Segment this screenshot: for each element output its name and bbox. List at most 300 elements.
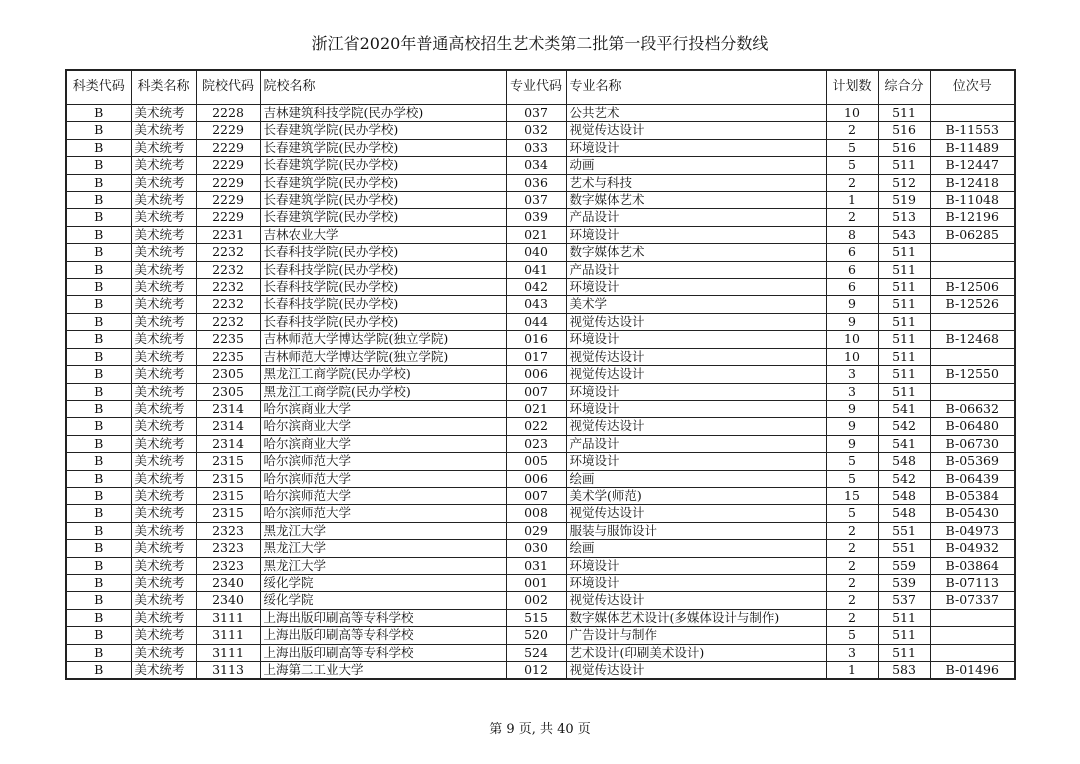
cell-major-code: 007 xyxy=(506,383,566,400)
cell-major-name: 艺术设计(印刷美术设计) xyxy=(566,644,826,661)
table-row xyxy=(66,313,1015,330)
cell-rank: B-01496 xyxy=(930,662,1015,680)
cell-rank: B-11489 xyxy=(930,139,1015,156)
cell-category-code: B xyxy=(66,400,131,417)
cell-major-code: 044 xyxy=(506,313,566,330)
cell-major-name: 产品设计 xyxy=(566,261,826,278)
cell-category-code: B xyxy=(66,244,131,261)
cell-school-name: 上海出版印刷高等专科学校 xyxy=(260,627,506,644)
cell-major-name: 动画 xyxy=(566,157,826,174)
cell-score: 512 xyxy=(878,174,930,191)
cell-major-name: 环境设计 xyxy=(566,400,826,417)
cell-category-name: 美术统考 xyxy=(131,574,196,591)
cell-plan-count: 2 xyxy=(826,209,878,226)
cell-plan-count: 3 xyxy=(826,366,878,383)
cell-major-code: 515 xyxy=(506,609,566,626)
cell-school-code: 2315 xyxy=(196,453,260,470)
cell-category-name: 美术统考 xyxy=(131,609,196,626)
cell-school-code: 2231 xyxy=(196,226,260,243)
cell-major-name: 视觉传达设计 xyxy=(566,592,826,609)
cell-score: 511 xyxy=(878,244,930,261)
cell-category-code: B xyxy=(66,348,131,365)
cell-category-name: 美术统考 xyxy=(131,244,196,261)
cell-school-name: 绥化学院 xyxy=(260,592,506,609)
cell-school-name: 哈尔滨商业大学 xyxy=(260,418,506,435)
cell-school-name: 绥化学院 xyxy=(260,574,506,591)
cell-score: 519 xyxy=(878,192,930,209)
table-row xyxy=(66,279,1015,296)
cell-major-name: 艺术与科技 xyxy=(566,174,826,191)
cell-school-name: 黑龙江大学 xyxy=(260,557,506,574)
cell-major-code: 034 xyxy=(506,157,566,174)
cell-plan-count: 8 xyxy=(826,226,878,243)
header-category-name: 科类名称 xyxy=(131,70,196,105)
cell-category-name: 美术统考 xyxy=(131,505,196,522)
cell-rank: B-04973 xyxy=(930,522,1015,539)
table-row xyxy=(66,540,1015,557)
cell-plan-count: 2 xyxy=(826,557,878,574)
table-row xyxy=(66,418,1015,435)
cell-category-name: 美术统考 xyxy=(131,383,196,400)
cell-rank: B-05430 xyxy=(930,505,1015,522)
table-row xyxy=(66,174,1015,191)
cell-category-code: B xyxy=(66,313,131,330)
cell-major-name: 视觉传达设计 xyxy=(566,348,826,365)
cell-score: 511 xyxy=(878,279,930,296)
cell-school-code: 2323 xyxy=(196,522,260,539)
cell-rank: B-03864 xyxy=(930,557,1015,574)
cell-rank xyxy=(930,644,1015,661)
cell-rank: B-12550 xyxy=(930,366,1015,383)
cell-score: 511 xyxy=(878,609,930,626)
cell-rank: B-12526 xyxy=(930,296,1015,313)
cell-school-code: 2229 xyxy=(196,139,260,156)
cell-major-name: 视觉传达设计 xyxy=(566,505,826,522)
cell-rank: B-12418 xyxy=(930,174,1015,191)
cell-major-code: 002 xyxy=(506,592,566,609)
cell-rank: B-12447 xyxy=(930,157,1015,174)
cell-school-name: 吉林师范大学博达学院(独立学院) xyxy=(260,331,506,348)
header-major-code: 专业代码 xyxy=(506,70,566,105)
cell-school-name: 黑龙江工商学院(民办学校) xyxy=(260,366,506,383)
table-row xyxy=(66,122,1015,139)
cell-school-code: 2235 xyxy=(196,348,260,365)
cell-school-name: 上海第二工业大学 xyxy=(260,662,506,680)
cell-category-code: B xyxy=(66,366,131,383)
cell-school-name: 长春建筑学院(民办学校) xyxy=(260,209,506,226)
cell-score: 541 xyxy=(878,435,930,452)
cell-score: 548 xyxy=(878,453,930,470)
cell-major-code: 005 xyxy=(506,453,566,470)
cell-category-name: 美术统考 xyxy=(131,435,196,452)
cell-major-code: 021 xyxy=(506,400,566,417)
cell-category-code: B xyxy=(66,435,131,452)
cell-school-code: 3113 xyxy=(196,662,260,680)
cell-major-code: 007 xyxy=(506,487,566,504)
cell-score: 516 xyxy=(878,122,930,139)
cell-plan-count: 3 xyxy=(826,383,878,400)
cell-school-code: 2315 xyxy=(196,487,260,504)
cell-score: 511 xyxy=(878,348,930,365)
cell-plan-count: 5 xyxy=(826,157,878,174)
cell-category-code: B xyxy=(66,662,131,680)
cell-school-code: 2305 xyxy=(196,383,260,400)
cell-school-name: 哈尔滨商业大学 xyxy=(260,400,506,417)
cell-major-name: 环境设计 xyxy=(566,453,826,470)
cell-category-code: B xyxy=(66,209,131,226)
header-rank: 位次号 xyxy=(930,70,1015,105)
table-row xyxy=(66,592,1015,609)
cell-major-code: 036 xyxy=(506,174,566,191)
cell-category-code: B xyxy=(66,470,131,487)
header-category-code: 科类代码 xyxy=(66,70,131,105)
cell-score: 511 xyxy=(878,157,930,174)
cell-major-name: 视觉传达设计 xyxy=(566,313,826,330)
cell-category-name: 美术统考 xyxy=(131,522,196,539)
cell-score: 559 xyxy=(878,557,930,574)
cell-major-code: 030 xyxy=(506,540,566,557)
header-school-name: 院校名称 xyxy=(260,70,506,105)
cell-plan-count: 9 xyxy=(826,435,878,452)
cell-school-code: 2229 xyxy=(196,192,260,209)
cell-major-code: 041 xyxy=(506,261,566,278)
cell-school-name: 吉林农业大学 xyxy=(260,226,506,243)
cell-category-code: B xyxy=(66,592,131,609)
cell-score: 548 xyxy=(878,487,930,504)
cell-score: 542 xyxy=(878,470,930,487)
cell-category-code: B xyxy=(66,609,131,626)
cell-score: 541 xyxy=(878,400,930,417)
cell-plan-count: 2 xyxy=(826,592,878,609)
cell-major-name: 公共艺术 xyxy=(566,105,826,122)
cell-major-code: 016 xyxy=(506,331,566,348)
cell-major-name: 视觉传达设计 xyxy=(566,418,826,435)
table-row xyxy=(66,366,1015,383)
cell-plan-count: 2 xyxy=(826,574,878,591)
cell-category-name: 美术统考 xyxy=(131,366,196,383)
cell-major-name: 产品设计 xyxy=(566,435,826,452)
cell-school-code: 2314 xyxy=(196,435,260,452)
cell-major-code: 039 xyxy=(506,209,566,226)
cell-plan-count: 2 xyxy=(826,174,878,191)
cell-school-code: 2314 xyxy=(196,418,260,435)
cell-major-code: 037 xyxy=(506,192,566,209)
cell-major-code: 022 xyxy=(506,418,566,435)
cell-category-code: B xyxy=(66,487,131,504)
cell-category-name: 美术统考 xyxy=(131,105,196,122)
cell-category-name: 美术统考 xyxy=(131,296,196,313)
cell-rank: B-05369 xyxy=(930,453,1015,470)
cell-category-code: B xyxy=(66,139,131,156)
cell-school-name: 长春科技学院(民办学校) xyxy=(260,296,506,313)
cell-school-name: 长春建筑学院(民办学校) xyxy=(260,122,506,139)
header-score: 综合分 xyxy=(878,70,930,105)
cell-plan-count: 5 xyxy=(826,453,878,470)
cell-school-code: 2232 xyxy=(196,261,260,278)
admission-score-table xyxy=(65,69,1016,680)
table-row xyxy=(66,644,1015,661)
table-row xyxy=(66,383,1015,400)
table-row xyxy=(66,400,1015,417)
cell-major-code: 012 xyxy=(506,662,566,680)
cell-category-name: 美术统考 xyxy=(131,226,196,243)
cell-rank: B-12468 xyxy=(930,331,1015,348)
cell-rank: B-12506 xyxy=(930,279,1015,296)
cell-category-code: B xyxy=(66,453,131,470)
cell-rank: B-07337 xyxy=(930,592,1015,609)
cell-plan-count: 6 xyxy=(826,279,878,296)
cell-plan-count: 5 xyxy=(826,505,878,522)
cell-category-name: 美术统考 xyxy=(131,418,196,435)
cell-category-name: 美术统考 xyxy=(131,557,196,574)
cell-school-name: 长春科技学院(民办学校) xyxy=(260,313,506,330)
cell-plan-count: 10 xyxy=(826,105,878,122)
cell-rank: B-04932 xyxy=(930,540,1015,557)
cell-category-code: B xyxy=(66,105,131,122)
cell-school-name: 哈尔滨师范大学 xyxy=(260,453,506,470)
cell-plan-count: 2 xyxy=(826,609,878,626)
cell-school-code: 2305 xyxy=(196,366,260,383)
cell-rank xyxy=(930,348,1015,365)
cell-school-code: 2315 xyxy=(196,505,260,522)
cell-school-name: 黑龙江工商学院(民办学校) xyxy=(260,383,506,400)
cell-category-code: B xyxy=(66,383,131,400)
cell-major-name: 广告设计与制作 xyxy=(566,627,826,644)
cell-plan-count: 2 xyxy=(826,540,878,557)
cell-major-code: 520 xyxy=(506,627,566,644)
cell-school-code: 2235 xyxy=(196,331,260,348)
cell-rank: B-06632 xyxy=(930,400,1015,417)
cell-score: 583 xyxy=(878,662,930,680)
cell-school-name: 哈尔滨师范大学 xyxy=(260,505,506,522)
cell-category-code: B xyxy=(66,261,131,278)
cell-rank: B-12196 xyxy=(930,209,1015,226)
cell-score: 543 xyxy=(878,226,930,243)
cell-score: 516 xyxy=(878,139,930,156)
table-body xyxy=(66,105,1015,680)
cell-plan-count: 9 xyxy=(826,400,878,417)
cell-rank: B-06730 xyxy=(930,435,1015,452)
cell-major-code: 524 xyxy=(506,644,566,661)
cell-major-code: 006 xyxy=(506,470,566,487)
cell-score: 511 xyxy=(878,627,930,644)
cell-school-code: 2340 xyxy=(196,574,260,591)
cell-category-code: B xyxy=(66,192,131,209)
cell-major-name: 产品设计 xyxy=(566,209,826,226)
cell-category-code: B xyxy=(66,226,131,243)
table-row xyxy=(66,209,1015,226)
cell-school-code: 3111 xyxy=(196,609,260,626)
cell-major-code: 001 xyxy=(506,574,566,591)
cell-major-name: 环境设计 xyxy=(566,226,826,243)
cell-category-code: B xyxy=(66,296,131,313)
cell-school-code: 2232 xyxy=(196,313,260,330)
cell-score: 511 xyxy=(878,313,930,330)
cell-school-name: 长春科技学院(民办学校) xyxy=(260,261,506,278)
cell-category-code: B xyxy=(66,505,131,522)
cell-major-code: 031 xyxy=(506,557,566,574)
cell-major-code: 021 xyxy=(506,226,566,243)
cell-major-name: 视觉传达设计 xyxy=(566,366,826,383)
cell-rank: B-06439 xyxy=(930,470,1015,487)
cell-major-name: 环境设计 xyxy=(566,279,826,296)
table-row xyxy=(66,453,1015,470)
cell-major-name: 环境设计 xyxy=(566,557,826,574)
cell-plan-count: 15 xyxy=(826,487,878,504)
cell-major-name: 美术学 xyxy=(566,296,826,313)
cell-category-name: 美术统考 xyxy=(131,487,196,504)
cell-category-name: 美术统考 xyxy=(131,331,196,348)
cell-rank xyxy=(930,261,1015,278)
cell-plan-count: 1 xyxy=(826,192,878,209)
cell-category-name: 美术统考 xyxy=(131,348,196,365)
cell-plan-count: 5 xyxy=(826,470,878,487)
cell-major-name: 数字媒体艺术设计(多媒体设计与制作) xyxy=(566,609,826,626)
cell-school-code: 2229 xyxy=(196,174,260,191)
cell-plan-count: 6 xyxy=(826,261,878,278)
cell-category-code: B xyxy=(66,644,131,661)
cell-school-code: 3111 xyxy=(196,644,260,661)
cell-school-name: 上海出版印刷高等专科学校 xyxy=(260,609,506,626)
cell-score: 551 xyxy=(878,522,930,539)
cell-category-name: 美术统考 xyxy=(131,122,196,139)
table-row xyxy=(66,331,1015,348)
cell-category-code: B xyxy=(66,557,131,574)
table-row xyxy=(66,192,1015,209)
header-plan-count: 计划数 xyxy=(826,70,878,105)
cell-category-name: 美术统考 xyxy=(131,192,196,209)
cell-category-name: 美术统考 xyxy=(131,662,196,680)
cell-score: 511 xyxy=(878,644,930,661)
cell-school-name: 吉林师范大学博达学院(独立学院) xyxy=(260,348,506,365)
cell-major-name: 环境设计 xyxy=(566,383,826,400)
cell-major-code: 042 xyxy=(506,279,566,296)
cell-major-code: 032 xyxy=(506,122,566,139)
cell-score: 511 xyxy=(878,105,930,122)
table-row xyxy=(66,226,1015,243)
cell-category-name: 美术统考 xyxy=(131,627,196,644)
table-row xyxy=(66,505,1015,522)
table-header-row xyxy=(66,70,1015,105)
cell-major-name: 数字媒体艺术 xyxy=(566,244,826,261)
cell-score: 511 xyxy=(878,383,930,400)
cell-score: 511 xyxy=(878,261,930,278)
table-row xyxy=(66,487,1015,504)
cell-category-name: 美术统考 xyxy=(131,592,196,609)
cell-school-name: 哈尔滨商业大学 xyxy=(260,435,506,452)
cell-rank: B-05384 xyxy=(930,487,1015,504)
cell-category-code: B xyxy=(66,122,131,139)
cell-major-name: 数字媒体艺术 xyxy=(566,192,826,209)
cell-major-name: 环境设计 xyxy=(566,331,826,348)
cell-score: 513 xyxy=(878,209,930,226)
cell-school-name: 哈尔滨师范大学 xyxy=(260,470,506,487)
table-row xyxy=(66,105,1015,122)
cell-major-name: 美术学(师范) xyxy=(566,487,826,504)
cell-school-code: 2315 xyxy=(196,470,260,487)
table-row xyxy=(66,470,1015,487)
cell-score: 548 xyxy=(878,505,930,522)
cell-major-code: 023 xyxy=(506,435,566,452)
cell-rank xyxy=(930,105,1015,122)
cell-category-name: 美术统考 xyxy=(131,209,196,226)
table-row xyxy=(66,296,1015,313)
cell-plan-count: 3 xyxy=(826,644,878,661)
cell-category-code: B xyxy=(66,627,131,644)
cell-major-code: 043 xyxy=(506,296,566,313)
cell-major-code: 017 xyxy=(506,348,566,365)
cell-school-code: 3111 xyxy=(196,627,260,644)
header-school-code: 院校代码 xyxy=(196,70,260,105)
cell-school-name: 黑龙江大学 xyxy=(260,540,506,557)
cell-category-name: 美术统考 xyxy=(131,174,196,191)
cell-category-name: 美术统考 xyxy=(131,139,196,156)
cell-rank xyxy=(930,627,1015,644)
cell-plan-count: 1 xyxy=(826,662,878,680)
cell-rank xyxy=(930,244,1015,261)
table-row xyxy=(66,139,1015,156)
cell-plan-count: 2 xyxy=(826,122,878,139)
cell-school-code: 2314 xyxy=(196,400,260,417)
cell-category-name: 美术统考 xyxy=(131,313,196,330)
header-major-name: 专业名称 xyxy=(566,70,826,105)
cell-major-code: 037 xyxy=(506,105,566,122)
cell-category-name: 美术统考 xyxy=(131,400,196,417)
cell-major-code: 006 xyxy=(506,366,566,383)
cell-school-name: 哈尔滨师范大学 xyxy=(260,487,506,504)
cell-school-code: 2323 xyxy=(196,540,260,557)
cell-major-name: 视觉传达设计 xyxy=(566,662,826,680)
cell-score: 542 xyxy=(878,418,930,435)
cell-school-code: 2340 xyxy=(196,592,260,609)
cell-score: 537 xyxy=(878,592,930,609)
cell-school-name: 长春建筑学院(民办学校) xyxy=(260,174,506,191)
cell-school-code: 2232 xyxy=(196,296,260,313)
cell-school-name: 长春建筑学院(民办学校) xyxy=(260,192,506,209)
cell-category-name: 美术统考 xyxy=(131,279,196,296)
cell-school-code: 2228 xyxy=(196,105,260,122)
cell-plan-count: 5 xyxy=(826,627,878,644)
cell-school-name: 长春科技学院(民办学校) xyxy=(260,279,506,296)
cell-plan-count: 2 xyxy=(826,522,878,539)
cell-major-name: 绘画 xyxy=(566,540,826,557)
cell-school-code: 2232 xyxy=(196,244,260,261)
cell-category-code: B xyxy=(66,157,131,174)
table-row xyxy=(66,557,1015,574)
cell-category-code: B xyxy=(66,522,131,539)
cell-major-code: 029 xyxy=(506,522,566,539)
table-row xyxy=(66,157,1015,174)
cell-school-name: 上海出版印刷高等专科学校 xyxy=(260,644,506,661)
cell-school-name: 长春建筑学院(民办学校) xyxy=(260,139,506,156)
document-title: 浙江省2020年普通高校招生艺术类第二批第一段平行投档分数线 xyxy=(311,34,769,53)
cell-major-code: 008 xyxy=(506,505,566,522)
cell-plan-count: 9 xyxy=(826,313,878,330)
cell-major-name: 服装与服饰设计 xyxy=(566,522,826,539)
page-number: 第 9 页, 共 40 页 xyxy=(489,722,591,737)
cell-score: 539 xyxy=(878,574,930,591)
cell-score: 551 xyxy=(878,540,930,557)
cell-category-code: B xyxy=(66,574,131,591)
cell-rank: B-06285 xyxy=(930,226,1015,243)
cell-school-code: 2229 xyxy=(196,122,260,139)
cell-plan-count: 9 xyxy=(826,418,878,435)
cell-category-name: 美术统考 xyxy=(131,157,196,174)
table-row xyxy=(66,627,1015,644)
table-row xyxy=(66,522,1015,539)
cell-score: 511 xyxy=(878,331,930,348)
cell-major-name: 环境设计 xyxy=(566,139,826,156)
